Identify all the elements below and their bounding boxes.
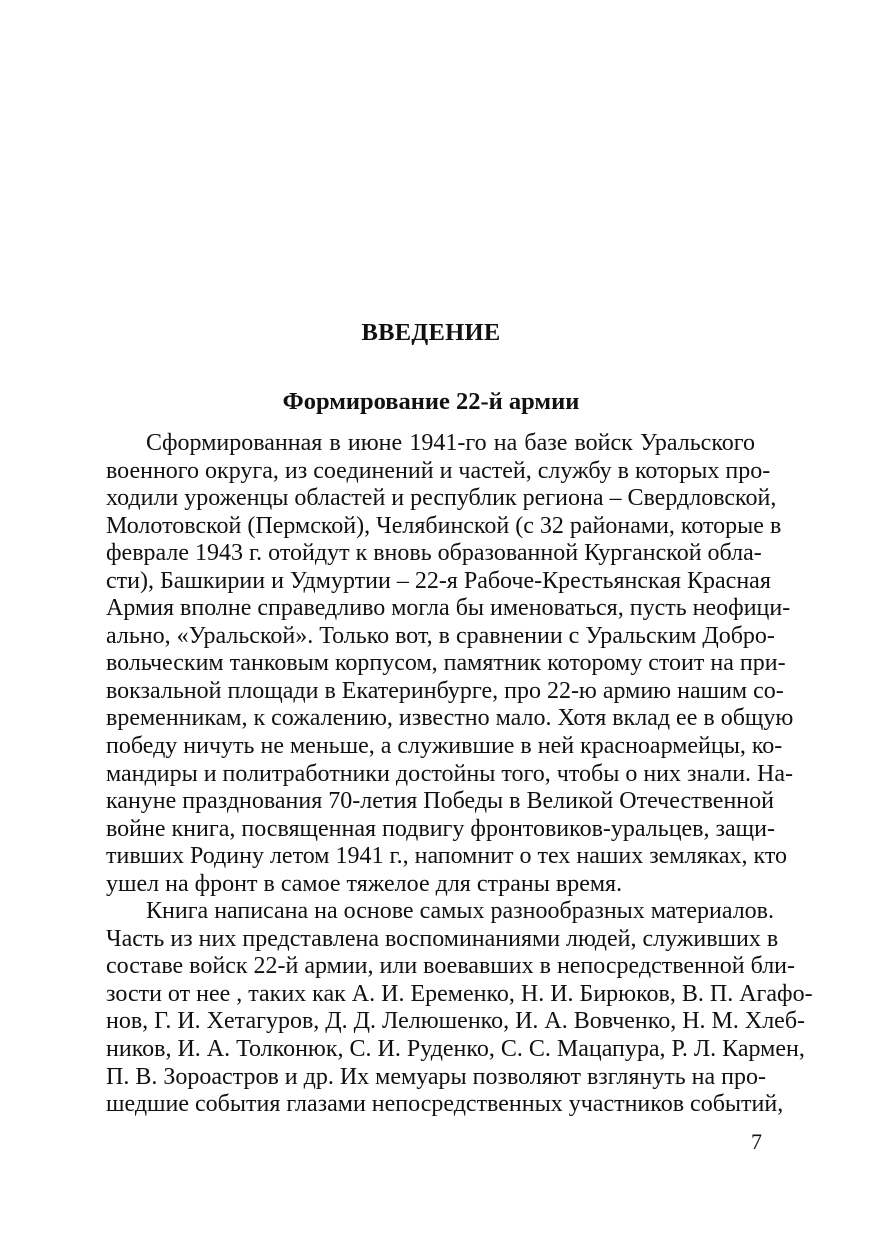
paragraph-2 [106,898,813,1118]
text-line: Сформированная в июне 1941-го на базе войск Уральского [146,430,755,456]
text-line: ушел на фронт в самое тяжелое для страны время. [106,870,623,897]
text-line: Молотовской (Пермской), Челябинской (с 32 районами, которые в [106,512,782,539]
text-line: ходили уроженцы областей и республик региона – Свердловской, [106,485,777,512]
page-number: 7 [751,1129,762,1154]
text-line: ально, «Уральской». Только вот, в сравнении с Уральским Добро- [106,622,775,649]
body-text [106,430,813,1119]
text-line: составе войск 22-й армии, или воевавших в непосредственной бли- [106,953,796,980]
text-line: шедшие события глазами непосредственных участников событий, [106,1091,784,1118]
text-line: временникам, к сожалению, известно мало. Хотя вклад ее в общую [106,705,794,732]
text-line: ников, И. А. Толконюк, С. И. Руденко, С. С. Мацапура, Р. Л. Кармен, [106,1036,805,1063]
text-line: сти), Башкирии и Удмуртии – 22-я Рабоче-Крестьянская Красная [106,567,771,594]
text-line: кануне празднования 70-летия Победы в Великой Отечественной [106,788,774,815]
section-title: Формирование 22-й армии [282,388,580,415]
text-line: нов, Г. И. Хетагуров, Д. Д. Лелюшенко, И. А. Вовченко, Н. М. Хлеб- [106,1008,806,1035]
text-line: вольческим танковым корпусом, памятник которому стоит на при- [106,650,786,677]
text-line: тивших Родину летом 1941 г., напомнит о тех наших земляках, кто [106,843,787,870]
text-line: мандиры и политработники достойны того, чтобы о них знали. На- [106,760,794,787]
text-line: военного округа, из соединений и частей, службу в которых про- [106,457,771,484]
text-line: Книга написана на основе самых разнообразных материалов. [146,898,774,925]
text-line: Часть из них представлена воспоминаниями людей, служивших в [106,925,779,952]
paragraph-1 [106,430,794,898]
text-line: победу ничуть не меньше, а служившие в ней красноармейцы, ко- [106,733,783,760]
text-line: зости от нее , таких как А. И. Еременко, Н. И. Бирюков, В. П. Агафо- [106,980,813,1007]
chapter-title: ВВЕДЕНИЕ [361,319,501,346]
text-line: П. В. Зороастров и др. Их мемуары позволяют взглянуть на про- [106,1063,767,1090]
text-line: вокзальной площади в Екатеринбурге, про 22-ю армию нашим со- [106,677,784,704]
text-line: феврале 1943 г. отойдут к вновь образованной Курганской обла- [106,540,762,567]
text-line: войне книга, посвященная подвигу фронтовиков-уральцев, защи- [106,815,775,842]
text-line: Армия вполне справедливо могла бы именоваться, пусть неофици- [106,595,791,622]
